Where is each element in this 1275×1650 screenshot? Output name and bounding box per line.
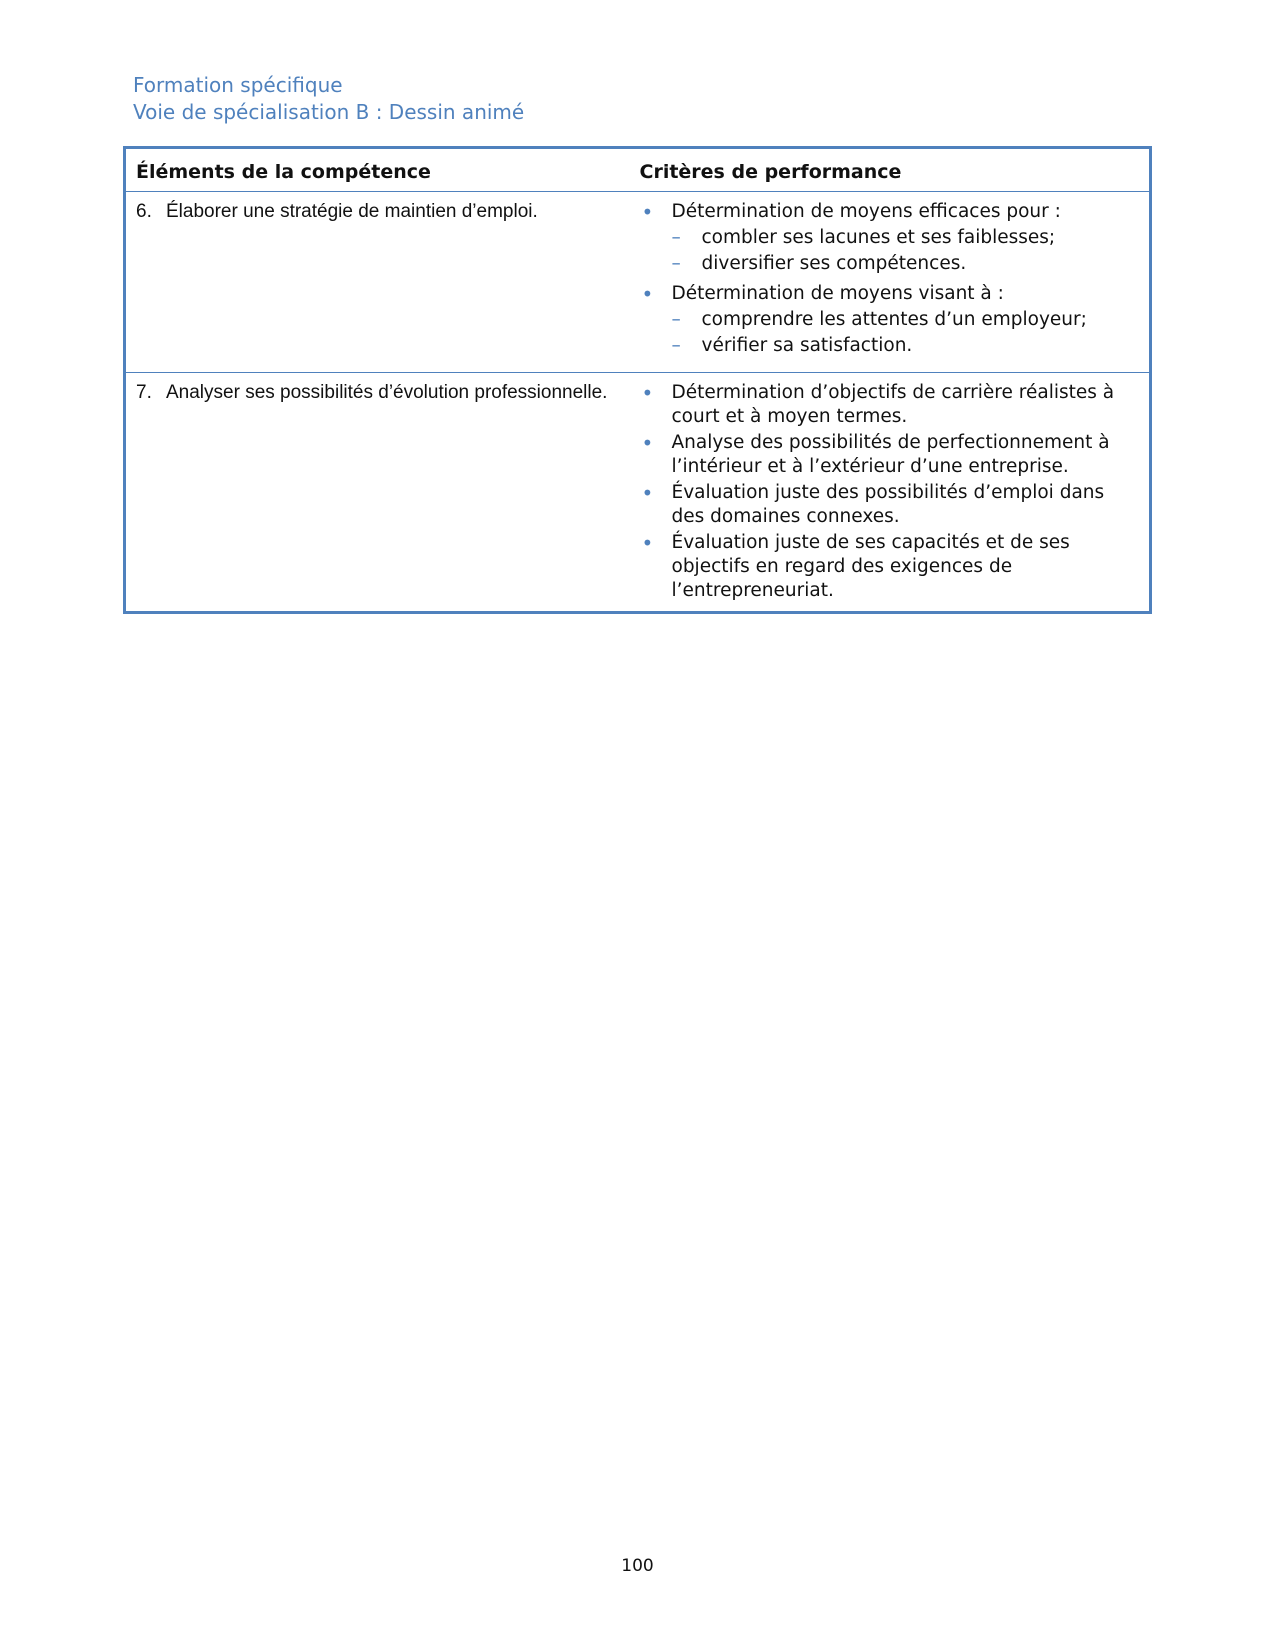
sub-criterion-text: comprendre les attentes d’un employeur; bbox=[701, 309, 1087, 330]
bullet-icon: • bbox=[641, 282, 654, 306]
dash-icon: – bbox=[671, 335, 681, 356]
table-row bbox=[125, 373, 1151, 613]
criterion-item bbox=[640, 381, 1142, 429]
dash-icon: – bbox=[671, 309, 681, 330]
dash-icon: – bbox=[671, 253, 681, 274]
element-number: 7. bbox=[136, 382, 152, 403]
element-cell bbox=[125, 192, 630, 373]
column-header-criteria: Critères de performance bbox=[630, 148, 1151, 192]
criterion-text: Analyse des possibilités de perfectionnement à l’intérieur et à l’extérieur d’une entreprise. bbox=[671, 432, 1110, 477]
criterion-item bbox=[640, 531, 1142, 603]
criterion-text: Évaluation juste des possibilités d’emploi dans des domaines connexes. bbox=[671, 482, 1105, 527]
criterion-text: Détermination de moyens efficaces pour : bbox=[671, 201, 1061, 222]
bullet-icon: • bbox=[641, 200, 654, 224]
sub-criterion-item bbox=[672, 308, 1142, 332]
criteria-list bbox=[640, 381, 1142, 603]
element-cell bbox=[125, 373, 630, 613]
sub-criterion-item bbox=[672, 226, 1142, 250]
competence-table bbox=[123, 146, 1152, 614]
sub-criterion-text: combler ses lacunes et ses faiblesses; bbox=[701, 227, 1056, 248]
table-row bbox=[125, 192, 1151, 373]
sub-criteria-list bbox=[672, 226, 1142, 276]
bullet-icon: • bbox=[641, 431, 654, 455]
criterion-text: Évaluation juste de ses capacités et de ses objectifs en regard des exigences de l’entrepreneuriat. bbox=[671, 532, 1070, 601]
element-text: Élaborer une stratégie de maintien d’emploi. bbox=[166, 201, 538, 222]
criterion-item bbox=[640, 431, 1142, 479]
criteria-cell bbox=[630, 373, 1151, 613]
header-specialisation: Voie de spécialisation B : Dessin animé bbox=[133, 100, 525, 124]
criterion-text: Détermination de moyens visant à : bbox=[671, 283, 1004, 304]
sub-criteria-list bbox=[672, 308, 1142, 358]
criterion-item bbox=[640, 481, 1142, 529]
sub-criterion-text: diversifier ses compétences. bbox=[701, 253, 967, 274]
sub-criterion-item bbox=[672, 334, 1142, 358]
criteria-list bbox=[640, 200, 1142, 362]
column-header-elements: Éléments de la compétence bbox=[125, 148, 630, 192]
table-header-row bbox=[125, 148, 1151, 192]
sub-criterion-text: vérifier sa satisfaction. bbox=[701, 335, 913, 356]
criterion-item bbox=[640, 282, 1142, 362]
document-header bbox=[133, 72, 524, 126]
dash-icon: – bbox=[671, 227, 681, 248]
element-text: Analyser ses possibilités d’évolution professionnelle. bbox=[166, 382, 608, 403]
bullet-icon: • bbox=[641, 381, 654, 405]
element-number: 6. bbox=[136, 201, 152, 222]
bullet-icon: • bbox=[641, 481, 654, 505]
criteria-cell bbox=[630, 192, 1151, 373]
sub-criterion-item bbox=[672, 252, 1142, 276]
header-formation: Formation spécifique bbox=[133, 73, 343, 97]
criterion-text: Détermination d’objectifs de carrière réalistes à court et à moyen termes. bbox=[671, 382, 1115, 427]
page-number: 100 bbox=[621, 1556, 654, 1576]
bullet-icon: • bbox=[641, 531, 654, 555]
criterion-item bbox=[640, 200, 1142, 280]
